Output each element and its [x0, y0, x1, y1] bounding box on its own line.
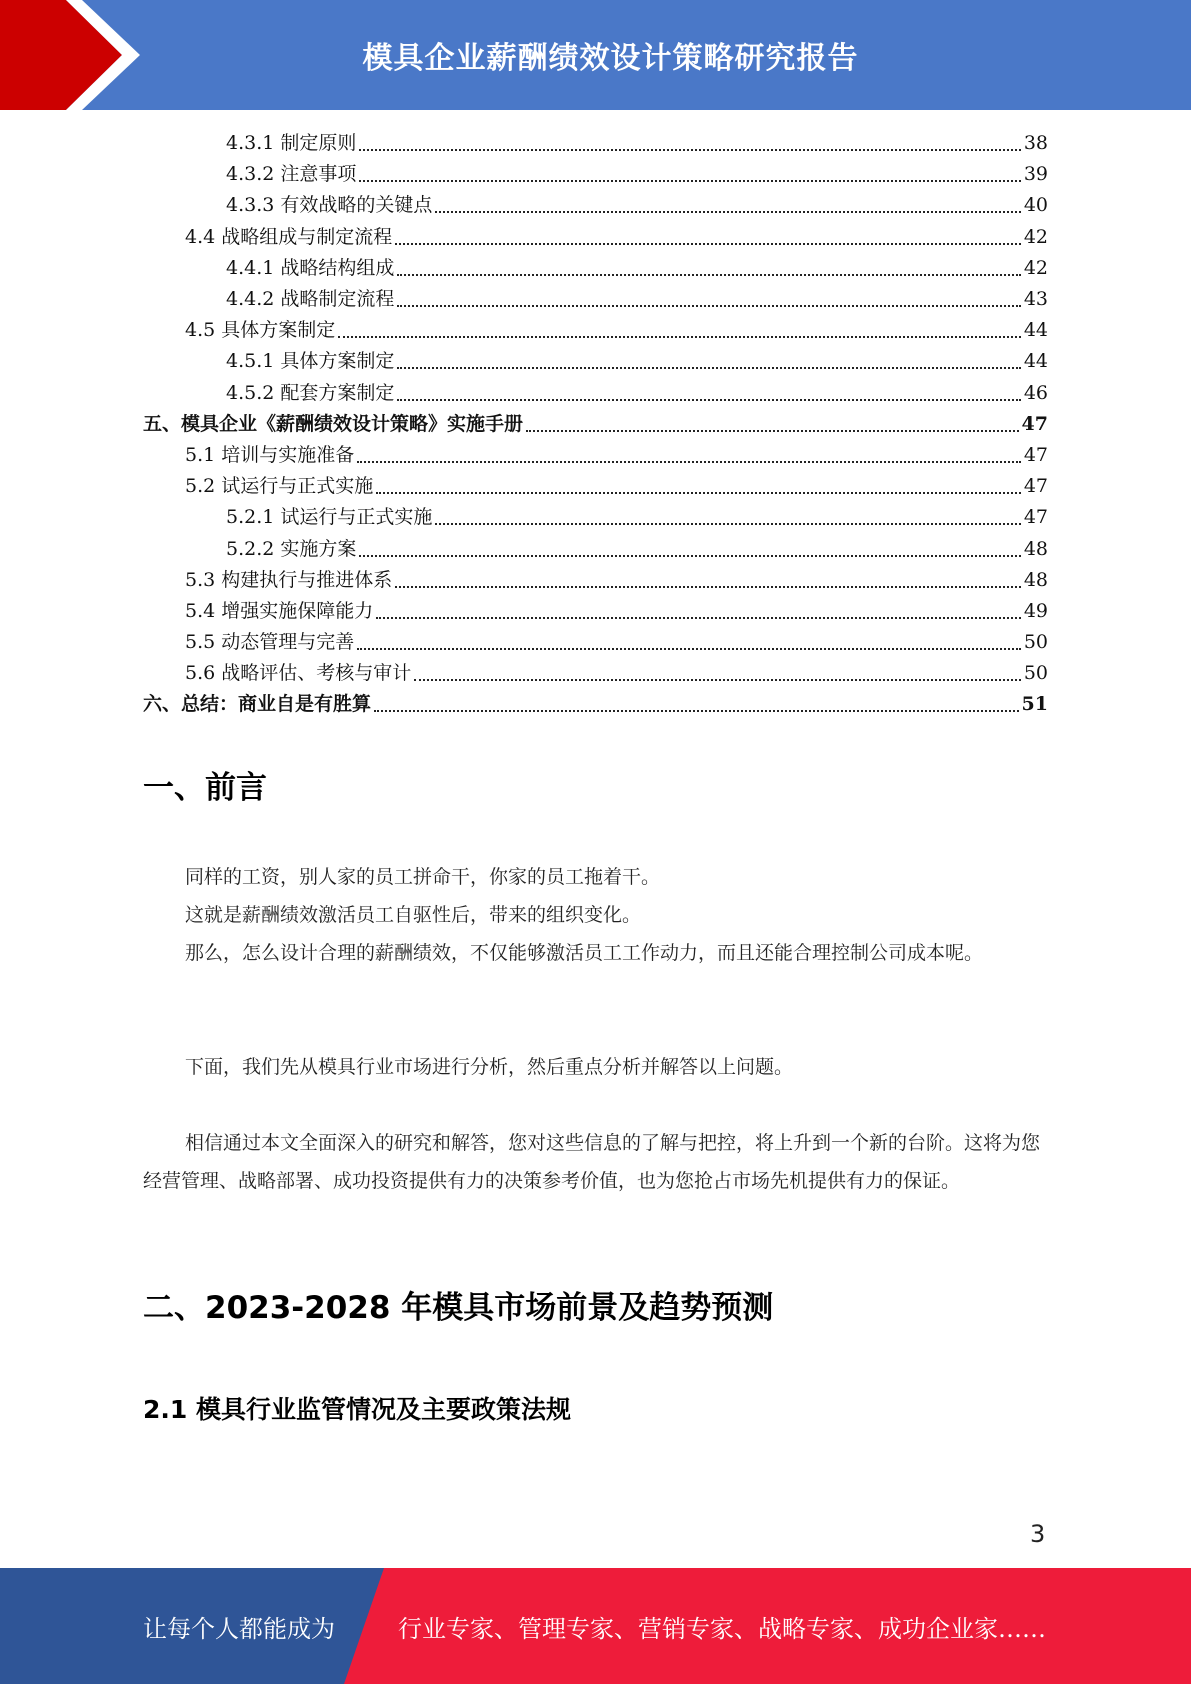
toc-entry-label: 5.2 试运行与正式实施 [185, 475, 374, 498]
toc-dot-leader [395, 585, 1021, 588]
toc-dot-leader [526, 429, 1019, 432]
toc-entry-label: 六、总结：商业自是有胜算 [143, 693, 372, 716]
toc-entry-label: 5.5 动态管理与完善 [185, 631, 355, 654]
toc-dot-leader [374, 709, 1019, 712]
page-number: 3 [1030, 1520, 1046, 1548]
toc-entry-page: 49 [1023, 599, 1048, 622]
toc-entry-page: 47 [1023, 443, 1048, 466]
toc-entry[interactable] [143, 440, 1048, 471]
toc-entry-label: 5.6 战略评估、考核与审计 [185, 662, 412, 685]
toc-entry-page: 47 [1021, 412, 1048, 435]
toc-entry-label: 5.2.1 试运行与正式实施 [226, 506, 433, 529]
toc-entry-label: 4.4.1 战略结构组成 [226, 256, 395, 279]
toc-entry[interactable] [143, 409, 1048, 440]
toc-entry[interactable] [143, 689, 1048, 720]
toc-entry[interactable] [143, 222, 1048, 253]
toc-dot-leader [357, 647, 1021, 650]
toc-entry[interactable] [143, 159, 1048, 190]
toc-entry-label: 5.1 培训与实施准备 [185, 443, 355, 466]
toc-dot-leader [397, 273, 1020, 276]
toc-entry-page: 47 [1023, 475, 1048, 498]
toc-dot-leader [359, 554, 1020, 557]
header-title: 模具企业薪酬绩效设计策略研究报告 [362, 41, 859, 76]
toc-entry[interactable] [143, 253, 1048, 284]
toc-entry-page: 51 [1021, 693, 1048, 716]
toc-entry[interactable] [143, 284, 1048, 315]
toc-entry-page: 50 [1023, 631, 1048, 654]
toc-entry-label: 4.5.1 具体方案制定 [226, 350, 395, 373]
section-heading-preface: 一、前言 [143, 770, 267, 806]
toc-entry-label: 5.2.2 实施方案 [226, 537, 357, 560]
toc-entry[interactable] [143, 128, 1048, 159]
toc-dot-leader [397, 304, 1020, 307]
toc-entry[interactable] [143, 315, 1048, 346]
toc-entry-page: 38 [1023, 132, 1048, 155]
toc-dot-leader [357, 460, 1021, 463]
toc-entry[interactable] [143, 658, 1048, 689]
paragraph: 同样的工资，别人家的员工拼命干，你家的员工拖着干。 [185, 866, 661, 888]
toc-entry-label: 4.5 具体方案制定 [185, 319, 336, 342]
toc-dot-leader [376, 616, 1021, 619]
toc-dot-leader [376, 491, 1021, 494]
toc-entry-label: 4.3.2 注意事项 [226, 163, 357, 186]
toc-entry-label: 4.5.2 配套方案制定 [226, 381, 395, 404]
page-header [0, 0, 1191, 110]
toc-entry-label: 4.3.3 有效战略的关键点 [226, 194, 433, 217]
toc-entry-page: 42 [1023, 225, 1048, 248]
section-heading-market-forecast: 二、2023-2028 年模具市场前景及趋势预测 [143, 1290, 774, 1326]
subsection-heading-regulation: 2.1 模具行业监管情况及主要政策法规 [143, 1395, 571, 1424]
paragraph: 那么，怎么设计合理的薪酬绩效，不仅能够激活员工工作动力，而且还能合理控制公司成本呢。 [185, 942, 984, 964]
page-footer [0, 1568, 1191, 1684]
toc-entry[interactable] [143, 533, 1048, 564]
toc-entry-page: 44 [1023, 350, 1048, 373]
toc-entry-page: 48 [1023, 537, 1048, 560]
toc-entry[interactable] [143, 596, 1048, 627]
toc-dot-leader [435, 210, 1020, 213]
paragraph: 这就是薪酬绩效激活员工自驱性后，带来的组织变化。 [185, 904, 642, 926]
toc-entry-page: 43 [1023, 288, 1048, 311]
table-of-contents [143, 128, 1048, 721]
toc-entry[interactable] [143, 565, 1048, 596]
toc-entry-page: 42 [1023, 256, 1048, 279]
toc-dot-leader [359, 179, 1020, 182]
footer-slogan-right: 行业专家、管理专家、营销专家、战略专家、成功企业家…… [398, 1614, 1046, 1643]
toc-entry-page: 44 [1023, 319, 1048, 342]
toc-entry[interactable] [143, 471, 1048, 502]
toc-entry-page: 47 [1023, 506, 1048, 529]
toc-entry-label: 4.4.2 战略制定流程 [226, 288, 395, 311]
toc-dot-leader [397, 398, 1020, 401]
toc-dot-leader [414, 678, 1021, 681]
toc-entry[interactable] [143, 378, 1048, 409]
toc-entry-label: 5.3 构建执行与推进体系 [185, 568, 393, 591]
toc-entry-page: 46 [1023, 381, 1048, 404]
toc-entry-label: 4.4 战略组成与制定流程 [185, 225, 393, 248]
footer-slogan-left: 让每个人都能成为 [143, 1614, 335, 1643]
toc-entry[interactable] [143, 346, 1048, 377]
paragraph: 相信通过本文全面深入的研究和解答，您对这些信息的了解与把控，将上升到一个新的台阶。这将为您经营管理、战略部署、成功投资提供有力的决策参考价值，也为您抢占市场先机提供有力的保证。 [143, 1132, 1041, 1192]
paragraph: 下面，我们先从模具行业市场进行分析，然后重点分析并解答以上问题。 [185, 1056, 794, 1078]
toc-entry-page: 48 [1023, 568, 1048, 591]
toc-entry-label: 五、模具企业《薪酬绩效设计策略》实施手册 [143, 412, 524, 435]
toc-dot-leader [435, 522, 1020, 525]
toc-dot-leader [395, 242, 1021, 245]
toc-dot-leader [338, 335, 1021, 338]
toc-dot-leader [397, 366, 1020, 369]
toc-entry-page: 39 [1023, 163, 1048, 186]
toc-entry[interactable] [143, 502, 1048, 533]
toc-entry-label: 4.3.1 制定原则 [226, 132, 357, 155]
toc-entry-page: 50 [1023, 662, 1048, 685]
toc-dot-leader [359, 148, 1020, 151]
toc-entry[interactable] [143, 190, 1048, 221]
toc-entry[interactable] [143, 627, 1048, 658]
toc-entry-label: 5.4 增强实施保障能力 [185, 599, 374, 622]
toc-entry-page: 40 [1023, 194, 1048, 217]
